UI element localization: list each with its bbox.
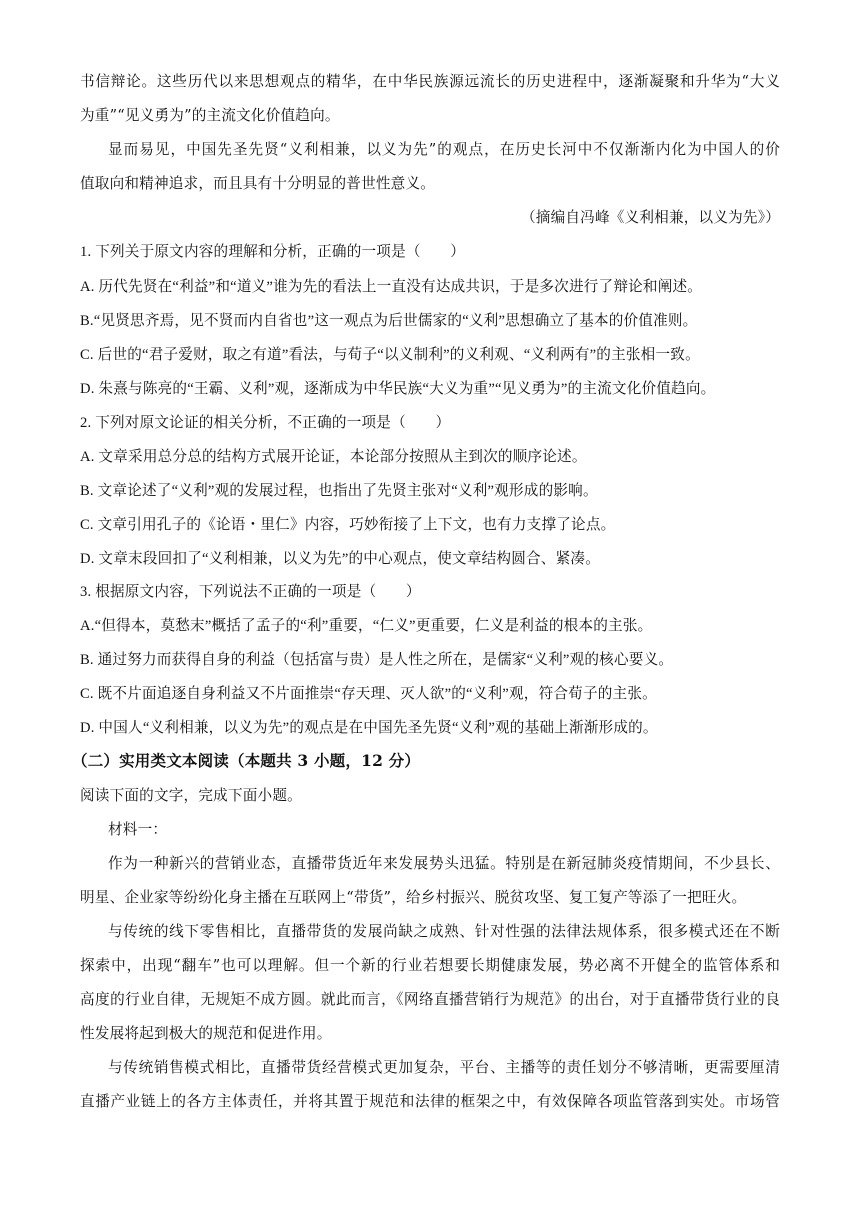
option-a: A. 文章采用总分总的结构方式展开论证，本论部分按照从主到次的顺序论述。 (80, 449, 587, 465)
option-c: C. 既不片面追逐自身利益又不片面推崇“存天理、灭人欲”的“义利”观，符合荀子的主张。 (80, 686, 657, 702)
option-b: B. 通过努力而获得自身的利益（包括富与贵）是人性之所在，是儒家“义利”观的核心要义。 (80, 652, 674, 668)
material-label: 材料一： (108, 821, 168, 838)
material-line: 直播产业链上的各方主体责任，并将其置于规范和法律的框架之中，有效保障各项监管落到实处。市场管 (80, 1093, 780, 1110)
passage-line: 书信辩论。这些历代以来思想观点的精华，在中华民族源远流长的历史进程中，逐渐凝聚和升华为“大义 (80, 73, 780, 90)
option-d: D. 文章末段回扣了“义利相兼，以义为先”的中心观点，使文章结构圆合、紧凑。 (80, 551, 600, 567)
question-stem: 2. 下列对原文论证的相关分析，不正确的一项是（ ） (80, 415, 451, 431)
option-d: D. 朱熹与陈亮的“王霸、义利”观，逐渐成为中华民族“大义为重”“见义勇为”的主流文化价值趋向。 (80, 381, 716, 397)
section-instruction: 阅读下面的文字，完成下面小题。 (80, 788, 302, 804)
option-c: C. 文章引用孔子的《论语・里仁》内容，巧妙衔接了上下文，也有力支撑了论点。 (80, 517, 616, 533)
option-c: C. 后世的“君子爱财，取之有道”看法，与荀子“以义制利”的义利观、“义利两有”的主张相一致。 (80, 347, 700, 363)
question-stem: 1. 下列关于原文内容的理解和分析，正确的一项是（ ） (80, 244, 466, 260)
passage-line: 值取向和精神追求，而且具有十分明显的普世性意义。 (80, 175, 436, 192)
option-a: A. 历代先贤在“利益”和“道义”谁为先的看法上一直没有达成共识，于是多次进行了辩论和阐述。 (80, 279, 703, 295)
option-a: A.“但得本，莫愁末”概括了孟子的“利”重要，“仁义”更重要，仁义是利益的根本的主张。 (80, 618, 653, 634)
material-line: 作为一种新兴的营销业态，直播带货近年来发展势头迅猛。特别是在新冠肺炎疫情期间，不少县长、 (108, 855, 780, 872)
question-stem: 3. 根据原文内容，下列说法不正确的一项是（ ） (80, 584, 421, 600)
material-line: 高度的行业自律，无规矩不成方圆。就此而言，《网络直播营销行为规范》的出台，对于直播带货行业的良 (80, 991, 780, 1008)
option-b: B.“见贤思齐焉，见不贤而内自省也”这一观点为后世儒家的“义利”思想确立了基本的价值准则。 (80, 313, 698, 329)
section-heading: （二）实用类文本阅读（本题共 3 小题，12 分） (72, 751, 421, 770)
passage-line: 为重”“见义勇为”的主流文化价值趋向。 (80, 107, 340, 124)
option-b: B. 文章论述了“义利”观的发展过程，也指出了先贤主张对“义利”观形成的影响。 (80, 483, 598, 499)
passage-line: 显而易见，中国先圣先贤“义利相兼，以义为先”的观点，在历史长河中不仅渐渐内化为中国人的价 (108, 141, 780, 158)
material-line: 与传统销售模式相比，直播带货经营模式更加复杂，平台、主播等的责任划分不够清晰，更需要厘清 (108, 1059, 780, 1076)
material-line: 探索中，出现“翻车”也可以理解。但一个新的行业若想要长期健康发展，势必离不开健全的监管体系和 (80, 957, 780, 974)
material-line: 明星、企业家等纷纷化身主播在互联网上“带货”，给乡村振兴、脱贫攻坚、复工复产等添了一把旺火。 (80, 889, 747, 906)
option-d: D. 中国人“义利相兼，以义为先”的观点是在中国先圣先贤“义利”观的基础上渐渐形成的。 (80, 720, 658, 736)
material-line: 性发展将起到极大的规范和促进作用。 (80, 1025, 332, 1042)
source-citation: （摘编自冯峰《义利相兼，以义为先》） (521, 209, 780, 226)
material-line: 与传统的线下零售相比，直播带货的发展尚缺之成熟、针对性强的法律法规体系，很多模式还在不断 (108, 923, 780, 940)
